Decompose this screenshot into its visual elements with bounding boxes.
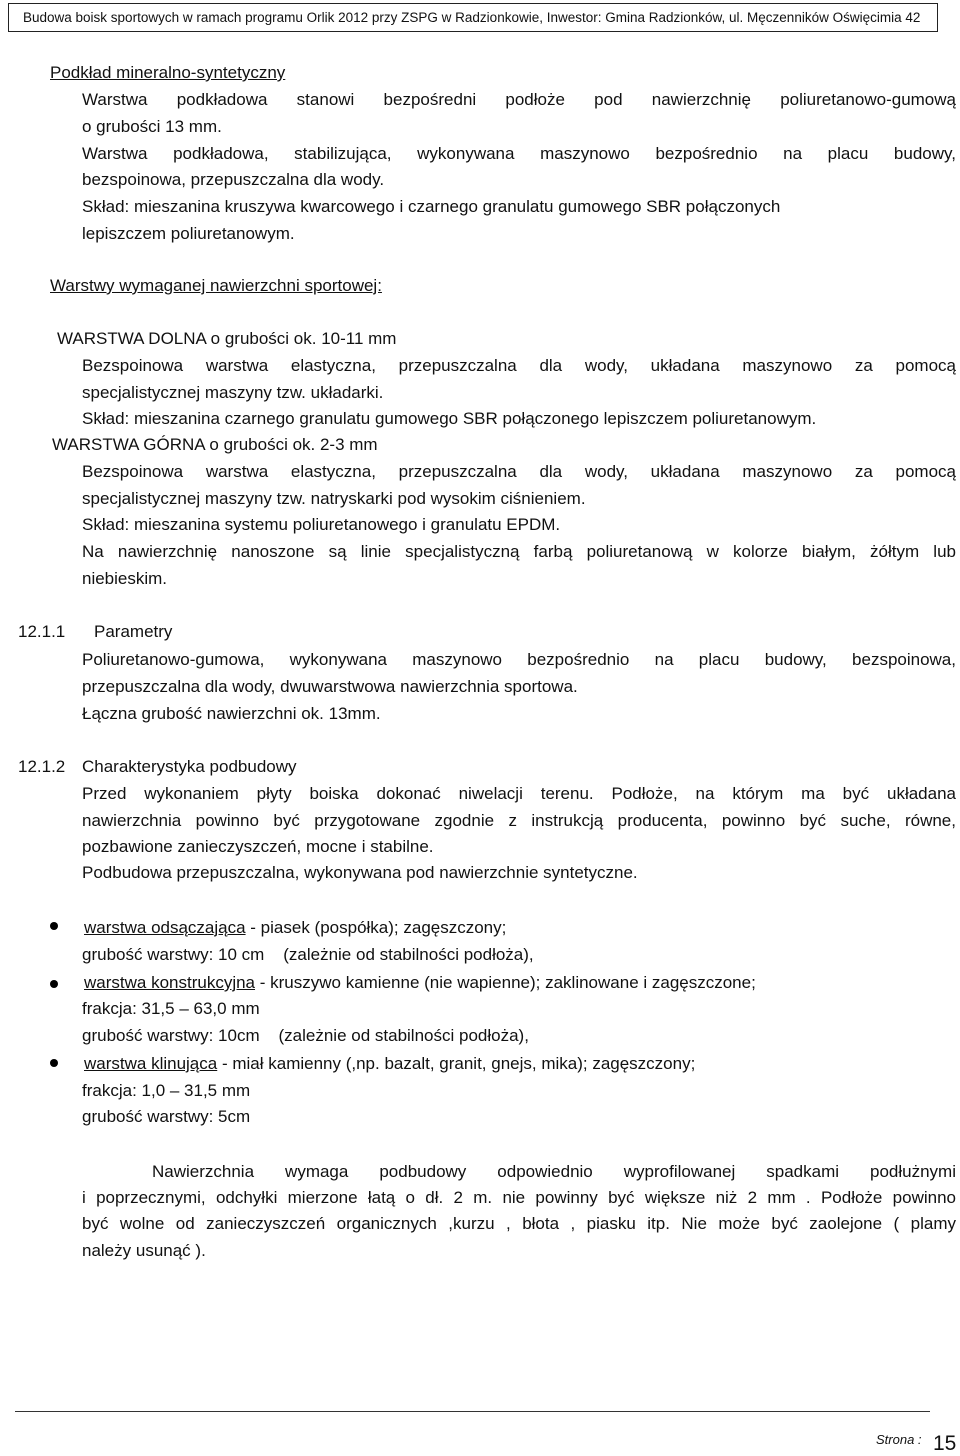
bullet-icon [50,922,58,930]
paragraph-line: Przed wykonaniem płyty boiska dokonać niwelacji terenu. Podłoże, na którym ma być układana [82,784,956,803]
list-item [84,918,506,938]
paragraph-line: Na nawierzchnię nanoszone są linie specjalistyczną farbą poliuretanową w kolorze białym, żółtym lub [82,542,956,561]
paragraph-line: Skład: mieszanina czarnego granulatu gumowego SBR połączonego lepiszczem poliuretanowym. [82,409,817,428]
layer-name: warstwa konstrukcyjna [84,973,256,992]
paragraph-line: Łączna grubość nawierzchni ok. 13mm. [82,704,381,723]
document-header: Budowa boisk sportowych w ramach programu Orlik 2012 przy ZSPG w Radzionkowie, Inwestor: Gmina Radzionków, ul. Męczenników Oświęcimia 42 [8,3,938,32]
bullet-icon [50,1059,58,1067]
paragraph-line: specjalistycznej maszyny tzw. układarki. [82,383,384,402]
upper-layer-heading: WARSTWA GÓRNA o grubości ok. 2-3 mm [52,435,378,454]
lower-layer-heading: WARSTWA DOLNA o grubości ok. 10-11 mm [57,329,397,348]
paragraph-line: Podbudowa przepuszczalna, wykonywana pod nawierzchnie syntetyczne. [82,863,638,882]
list-item [84,973,756,993]
paragraph-line: lepiszczem poliuretanowym. [82,224,295,243]
section-title: Parametry [94,622,173,641]
paragraph-line: Bezspoinowa warstwa elastyczna, przepuszczalna dla wody, układana maszynowo za pomocą [82,356,956,375]
paragraph-line: pozbawione zanieczyszczeń, mocne i stabilne. [82,837,434,856]
layer-name: warstwa odsączająca [84,918,246,937]
paragraph-line: Skład: mieszanina kruszywa kwarcowego i czarnego granulatu gumowego SBR połączonych [82,197,781,216]
paragraph-line: Warstwa podkładowa, stabilizująca, wykonywana maszynowo bezpośrednio na placu budowy, [82,144,956,163]
layer-description: - piasek (pospółka); zagęszczony; [245,918,507,937]
layer-detail: grubość warstwy: 5cm [82,1107,251,1126]
section-number: 12.1.2 [18,757,66,776]
footer-rule [15,1411,930,1412]
layer-detail: grubość warstwy: 10cm (zależnie od stabilności podłoża), [82,1026,529,1045]
section-number: 12.1.1 [18,622,66,641]
substrate-heading: Podkład mineralno-syntetyczny [50,63,286,82]
layer-description: - miał kamienny (,np. bazalt, granit, gnejs, mika); zagęszczony; [217,1054,696,1073]
section-title: Charakterystyka podbudowy [82,757,297,776]
paragraph-line: nawierzchnia powinno być przygotowane zgodnie z instrukcją producenta, powinno być suche, równe, [82,811,956,830]
layers-heading: Warstwy wymaganej nawierzchni sportowej: [50,276,382,295]
bullet-icon [50,980,58,988]
paragraph-line: Poliuretanowo-gumowa, wykonywana maszynowo bezpośrednio na placu budowy, bezspoinowa, [82,650,956,669]
paragraph-line: niebieskim. [82,569,168,588]
paragraph-line: Bezspoinowa warstwa elastyczna, przepuszczalna dla wody, układana maszynowo za pomocą [82,462,956,481]
layer-detail: grubość warstwy: 10 cm (zależnie od stabilności podłoża), [82,945,534,964]
paragraph-line: Skład: mieszanina systemu poliuretanowego i granulatu EPDM. [82,515,561,534]
layer-name: warstwa klinująca [84,1054,218,1073]
layer-description: - kruszywo kamienne (nie wapienne); zaklinowane i zagęszczone; [255,973,756,992]
paragraph-line: specjalistycznej maszyny tzw. natryskarki pod wysokim ciśnieniem. [82,489,586,508]
paragraph-line: być wolne od zanieczyszczeń organicznych ,kurzu , błota , piasku itp. Nie może być zaolejone ( plamy [82,1214,956,1233]
layer-detail: frakcja: 31,5 – 63,0 mm [82,999,260,1018]
paragraph-line: Nawierzchnia wymaga podbudowy odpowiednio wyprofilowanej spadkami podłużnymi [152,1162,956,1181]
paragraph-line: o grubości 13 mm. [82,117,222,136]
paragraph-line: i poprzecznymi, odchyłki mierzone łatą o dł. 2 m. nie powinny być większe niż 2 mm . Podłoże powinno [82,1188,956,1207]
paragraph-line: bezspoinowa, przepuszczalna dla wody. [82,170,385,189]
list-item [84,1054,695,1074]
paragraph-line: należy usunąć ). [82,1241,206,1260]
layer-detail: frakcja: 1,0 – 31,5 mm [82,1081,251,1100]
page-number: 15 [933,1432,957,1455]
page-label: Strona : [876,1432,922,1447]
paragraph-line: przepuszczalna dla wody, dwuwarstwowa nawierzchnia sportowa. [82,677,578,696]
paragraph-line: Warstwa podkładowa stanowi bezpośredni podłoże pod nawierzchnię poliuretanowo-gumową [82,90,956,109]
